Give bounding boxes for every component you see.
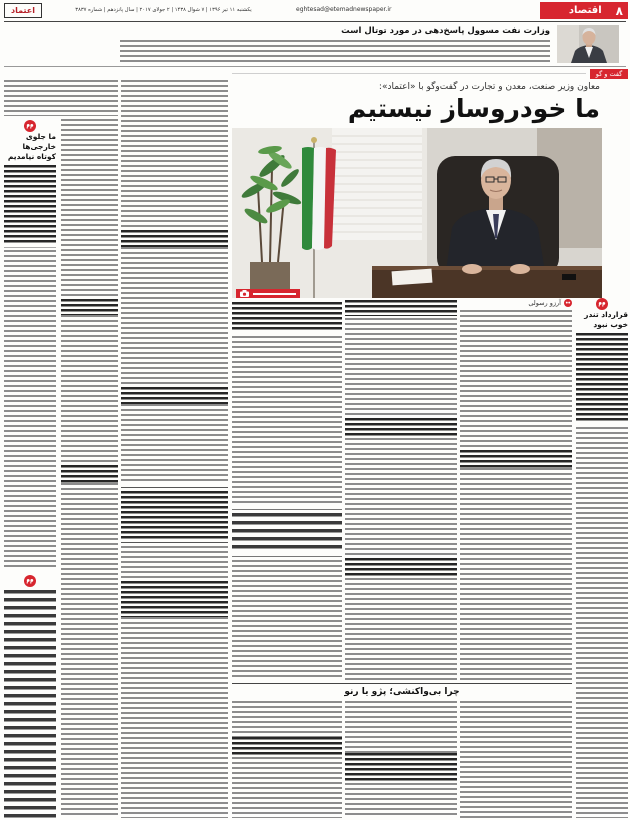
article-body-text xyxy=(345,578,457,680)
left-sidebar-title: ما جلوی خارجی‌ها کوتاه نیامدیم xyxy=(7,132,56,161)
article-question-text xyxy=(121,230,228,247)
section-email: eghtesad@etemadnewspaper.ir xyxy=(296,6,392,13)
article-body-text xyxy=(121,404,228,484)
interview-photo xyxy=(232,128,602,298)
interview-headline: ما خودروساز نیستیم xyxy=(347,94,600,123)
article-body-text xyxy=(121,247,228,387)
pull-quote-box xyxy=(232,509,342,557)
window-blinds xyxy=(332,128,422,240)
masthead-divider xyxy=(4,21,626,22)
pull-quote-icon-wrap xyxy=(4,574,56,587)
article-body-text xyxy=(4,80,118,116)
interview-kicker: معاون وزیر صنعت، معدن و تجارت در گفت‌وگو با «اعتماد»: xyxy=(378,82,600,92)
interview-lead-text xyxy=(345,300,457,316)
quote-box-text xyxy=(121,491,228,539)
left-sidebar-rule xyxy=(4,247,56,248)
camera-icon xyxy=(240,290,249,297)
right-sidebar xyxy=(576,297,628,818)
article-body-text xyxy=(460,310,572,450)
quote-icon xyxy=(596,298,608,310)
article-body-text xyxy=(460,701,572,818)
right-sidebar-lead-text xyxy=(576,333,628,423)
article-question-text xyxy=(460,450,572,468)
photo-credit-text xyxy=(253,293,296,295)
subsection-headline: چرا بی‌واکنشی؛ پژو یا رنو xyxy=(344,687,460,697)
quote-icon xyxy=(24,120,36,132)
section-banner xyxy=(540,2,628,19)
brief-body-text xyxy=(120,40,550,63)
article-body-text xyxy=(576,427,628,818)
article-body-text xyxy=(232,336,342,506)
article-body-text xyxy=(61,315,118,465)
article-question-text xyxy=(121,581,228,617)
right-sidebar-icon-wrap xyxy=(576,297,628,310)
brief-portrait-photo xyxy=(557,25,619,63)
article-body-text xyxy=(345,783,457,818)
article-body-text xyxy=(121,80,228,230)
article-body-text xyxy=(232,757,342,818)
interview-section-label xyxy=(590,69,628,79)
article-body-text xyxy=(61,119,118,299)
reporter-name: آرزو رسولی xyxy=(528,298,561,307)
article-question-text xyxy=(121,387,228,404)
article-question-text xyxy=(345,753,457,783)
text-column-b xyxy=(121,80,228,818)
brief-divider xyxy=(4,66,626,67)
quote-icon xyxy=(24,575,36,587)
pull-quote-text xyxy=(232,513,342,553)
bottom-column-3 xyxy=(460,701,572,818)
bottom-column-5 xyxy=(232,701,342,818)
article-body-text xyxy=(4,250,56,570)
article-body-text xyxy=(345,701,457,753)
article-body-text xyxy=(232,560,342,680)
article-body-text xyxy=(345,438,457,558)
section-name: اقتصاد xyxy=(568,4,602,16)
bottom-column-4 xyxy=(345,701,457,818)
article-body-text xyxy=(460,468,572,680)
article-question-text xyxy=(345,558,457,576)
left-sidebar-icon-wrap xyxy=(4,119,56,132)
reporter-byline xyxy=(460,298,572,308)
quote-box xyxy=(121,487,228,543)
article-body-text xyxy=(232,701,342,737)
pull-quote-text xyxy=(4,590,56,818)
interview-section-label-text: گفت و گو xyxy=(595,70,623,78)
article-body-text xyxy=(121,617,228,818)
header-hairline xyxy=(232,73,586,74)
left-text-column xyxy=(61,119,118,818)
article-question-text xyxy=(61,299,118,315)
article-body-text xyxy=(61,483,118,818)
text-column-5 xyxy=(232,302,342,680)
article-question-text xyxy=(61,465,118,483)
article-body-text xyxy=(121,546,228,581)
left-sidebar-lead-text xyxy=(4,165,56,245)
logo-text: اعتماد xyxy=(11,6,35,15)
quote-icon xyxy=(564,299,572,307)
masthead-logo xyxy=(4,3,42,18)
left-sidebar xyxy=(4,119,56,818)
desk xyxy=(372,264,602,298)
interview-lead-text xyxy=(232,302,342,332)
brief-title: وزارت نفت مسوول پاسخ‌دهی در مورد توتال است xyxy=(341,26,550,36)
photo-credit-tag xyxy=(236,289,300,298)
article-question-text xyxy=(232,737,342,757)
date-line: یکشنبه ۱۱ تیر ۱۳۹۶ | ۷ شوال ۱۴۳۸ | ۲ جولای ۲۰۱۷ | سال پانزدهم | شماره ۳۸۳۷ xyxy=(75,7,252,13)
article-body-text xyxy=(345,318,457,418)
text-column-3 xyxy=(460,298,572,680)
subsection-divider xyxy=(232,683,572,684)
article-question-text xyxy=(345,418,457,436)
text-column-4 xyxy=(345,300,457,680)
page-number: ۸ xyxy=(615,3,623,18)
right-sidebar-title: قرارداد تندر خوب نبود xyxy=(584,310,628,329)
